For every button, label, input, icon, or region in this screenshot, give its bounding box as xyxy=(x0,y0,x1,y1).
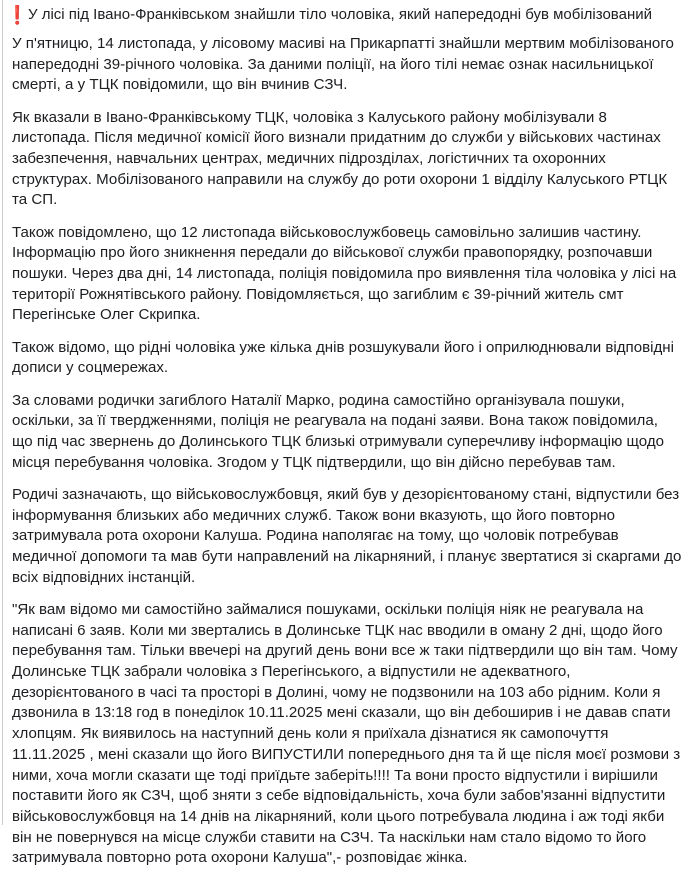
paragraph-5: За словами родички загиблого Наталії Марко, родина самостійно організувала пошуки, оскільки, за її твердженнями, поліція не реагувала на подані заяви. Вона також повідомила, що під час звернень до Долинського ТЦК близькі отримували суперечливу інформацію щодо місця перебування чоловіка. Згодом у ТЦК підтвердили, що він дійсно перебував там. xyxy=(12,391,665,471)
post-headline xyxy=(6,0,690,30)
headline-text: У лісі під Івано-Франківськом знайшли тіло чоловіка, який напередодні був мобілізований xyxy=(28,6,652,23)
paragraph-3: Також повідомлено, що 12 листопада військовослужбовець самовільно залишив частину. Інформацію про його зникнення передали до військової служби правопорядку, розпочавши пошуки. Через два дні, 14 листопада, поліція повідомила про виявлення тіла чоловіка у лісі на території Рожнятівського району. Повідомляється, що загиблим є 39-річний житель смт Перегінське Олег Скрипка. xyxy=(12,223,677,324)
post-body xyxy=(12,34,682,881)
paragraph-quote: "Як вам відомо ми самостійно займалися пошуками, оскільки поліція ніяк не реагувала на написані 6 заяв. Коли ми звертались в Долинське ТЦК нас вводили в оману 2 дні, щодо його перебування там. Тільки ввечері на другий день вони все ж таки підтвердили що він там. Чому Долинське ТЦК забрали чоловіка з Перегінського, а відпустили не адекватного, дезорієнтованого в часі та просторі в Долині, чому не подзвонили на 103 або рідним. Коли я дзвонила в 13:18 год в понеділок 10.11.2025 мені сказали, що він дебоширив і не давав спати хлопцям. Як виявилось на наступний день коли я приїхала дізнатися як самопочуття 11.11.2025 , мені сказали що його ВИПУСТИЛИ попереднього дня та й ще після моєї розмови з ними, хоча могли сказати ще тоді приїдьте заберіть!!!! Та вони просто відпустили і вирішили поставити його як СЗЧ, щоб зняти з себе відповідальність, хоча були забов'язанні відпустити військовослужбовця на 14 днів на лікарняний, коли цього потребувала людина і аж тоді якби він не повернувся на місце служби ставити на СЗЧ. Та наскільки нам стало відомо то його затримувала повторно рота охорони Калуша",- розповідає жінка. xyxy=(12,600,681,867)
paragraph-6: Родичі зазначають, що військовослужбовця, який був у дезорієнтованому стані, відпустили без інформування близьких або медичних служб. Також вони вказують, що його повторно затримувала рота охорони Калуша. Родина наполягає на тому, що чоловік потребував медичної допомоги та мав бути направлений на лікарняний, і планує звертатися зі скаргами до всіх відповідних інстанцій. xyxy=(12,485,682,586)
paragraph-1: У п'ятницю, 14 листопада, у лісовому масиві на Прикарпатті знайшли мертвим мобілізованого напередодні 39-річного чоловіка. За даними поліції, на його тілі немає ознак насильницької смерті, а у ТЦК повідомили, що він вчинив СЗЧ. xyxy=(12,35,674,94)
exclamation-icon: ❗ xyxy=(6,5,29,25)
paragraph-4: Також відомо, що рідні чоловіка уже кілька днів розшукували його і оприлюднювали відповідні дописи у соцмережах. xyxy=(12,338,674,377)
post-left-border xyxy=(2,0,3,825)
paragraph-2: Як вказали в Івано-Франківському ТЦК, чоловіка з Калуського району мобілізували 8 листопада. Після медичної комісії його визнали придатним до служби у військових частинах забезпечення, навчальних центрах, медичних підрозділах, логістичних та охоронних структурах. Мобілізованого направили на службу до роти охорони 1 відділу Калуського РТЦК та СП. xyxy=(12,108,668,209)
